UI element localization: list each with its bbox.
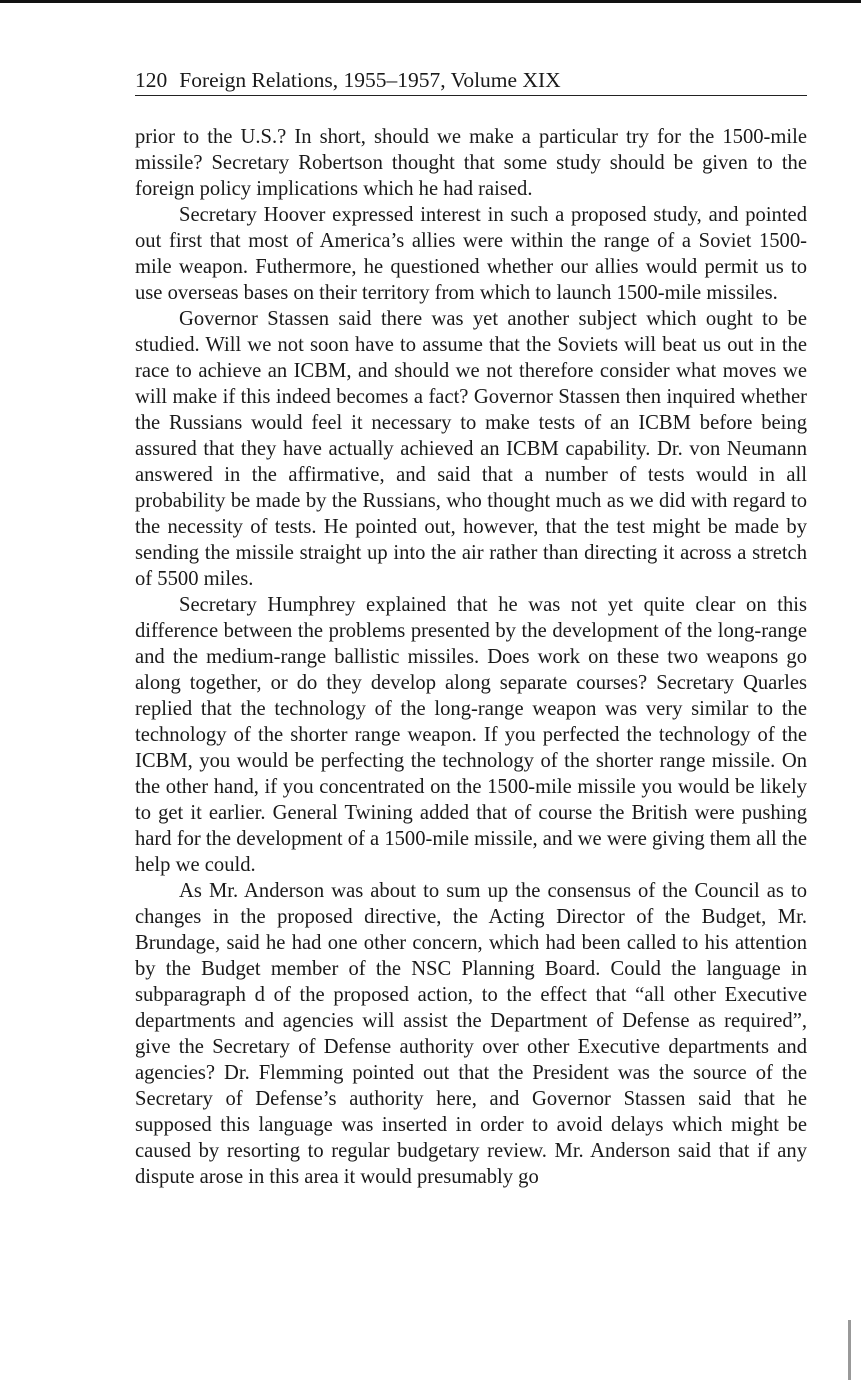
scan-right-edge	[848, 1320, 851, 1380]
scan-top-edge	[0, 0, 861, 3]
paragraph-continuation: prior to the U.S.? In short, should we make a particular try for the 1500-mile missile? Secretary Robertson thought that some study should be given to the foreign policy implications which he had raised.	[135, 126, 807, 200]
paragraph-hoover: Secretary Hoover expressed interest in such a proposed study, and pointed out first that most of America’s allies were within the range of a Soviet 1500-mile weapon. Futhermore, he questioned whether our allies would permit us to use overseas bases on their territory from which to launch 1500-mile missiles.	[135, 204, 807, 304]
paragraph-stassen: Governor Stassen said there was yet another subject which ought to be studied. Will we not soon have to assume that the Soviets will beat us out in the race to achieve an ICBM, and should we not therefore consider what moves we will make if this indeed becomes a fact? Governor Stassen then inquired whether the Russians would feel it necessary to make tests of an ICBM before being assured that they have actually achieved an ICBM capability. Dr. von Neumann answered in the affirmative, and said that a number of tests would in all probability be made by the Russians, who thought much as we did with regard to the necessity of tests. He pointed out, however, that the test might be made by sending the missile straight up into the air rather than directing it across a stretch of 5500 miles.	[135, 308, 807, 590]
running-title: Foreign Relations, 1955–1957, Volume XIX	[179, 68, 561, 92]
page-number: 120	[135, 68, 168, 92]
paragraph-humphrey: Secretary Humphrey explained that he was not yet quite clear on this difference between the problems presented by the development of the long-range and the medium-range ballistic missiles. Does work on these two weapons go along together, or do they develop along separate courses? Secretary Quarles replied that the technology of the long-range weapon was very similar to the technology of the shorter range weapon. If you perfected the technology of the ICBM, you would be perfecting the technology of the shorter range missile. On the other hand, if you concentrated on the 1500-mile missile you would be likely to get it earlier. General Twining added that of course the British were pushing hard for the development of a 1500-mile missile, and we were giving them all the help we could.	[135, 594, 807, 876]
body-text	[135, 124, 807, 1190]
document-page	[135, 66, 807, 1190]
running-head	[135, 66, 807, 96]
paragraph-anderson: As Mr. Anderson was about to sum up the consensus of the Council as to changes in the proposed directive, the Acting Director of the Budget, Mr. Brundage, said he had one other concern, which had been called to his attention by the Budget member of the NSC Planning Board. Could the language in subparagraph d of the proposed action, to the effect that “all other Executive departments and agencies will assist the Department of Defense as required”, give the Secretary of Defense authority over other Executive departments and agencies? Dr. Flemming pointed out that the President was the source of the Secretary of Defense’s authority here, and Governor Stassen said that he supposed this language was inserted in order to avoid delays which might be caused by resorting to regular budgetary review. Mr. Anderson said that if any dispute arose in this area it would presumably go	[135, 880, 807, 1188]
